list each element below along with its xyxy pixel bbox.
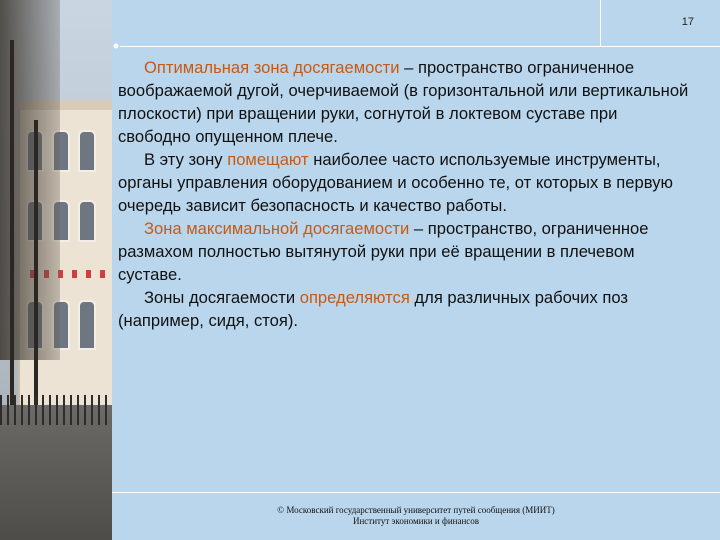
placement-lead: В эту зону xyxy=(144,150,228,169)
building-photo xyxy=(0,0,112,540)
term-maximum-zone: Зона максимальной досягаемости xyxy=(144,219,410,238)
header-divider xyxy=(120,46,720,47)
footer-copyright: © Московский государственный университет путей сообщения (МИИТ) xyxy=(277,505,555,515)
paragraph-maximum-zone xyxy=(118,217,690,286)
footer-divider xyxy=(112,492,720,493)
placement-text: наиболее часто используемые инструменты, органы управления оборудованием и особенно те, от которых в первую очередь зависит безопасность и качество работы. xyxy=(118,150,673,215)
definition-optimal-zone: – пространство ограниченное воображаемой дугой, очерчиваемой (в горизонтальной или вертикальной плоскости) при вращении руки, согнутой в локтевом суставе при свободно опущенном плече. xyxy=(118,58,689,146)
paragraph-placement xyxy=(118,148,690,217)
determination-lead: Зоны досягаемости xyxy=(144,288,300,307)
determination-text: для различных рабочих поз (например, сидя, стоя). xyxy=(118,288,628,330)
slide-body xyxy=(118,56,690,332)
term-determined: определяются xyxy=(299,288,410,307)
term-optimal-zone: Оптимальная зона досягаемости xyxy=(144,58,400,77)
page-number: 17 xyxy=(681,16,694,28)
paragraph-optimal-zone xyxy=(118,56,690,148)
footer xyxy=(112,505,720,527)
header-divider-vertical xyxy=(600,0,601,46)
definition-maximum-zone: – пространство, ограниченное размахом полностью вытянутой руки при её вращении в плечевом суставе. xyxy=(118,219,649,284)
footer-institute: Институт экономики и финансов xyxy=(352,516,480,526)
term-place: помещают xyxy=(227,150,309,169)
paragraph-determination xyxy=(118,286,690,332)
header-divider-node xyxy=(112,42,120,50)
